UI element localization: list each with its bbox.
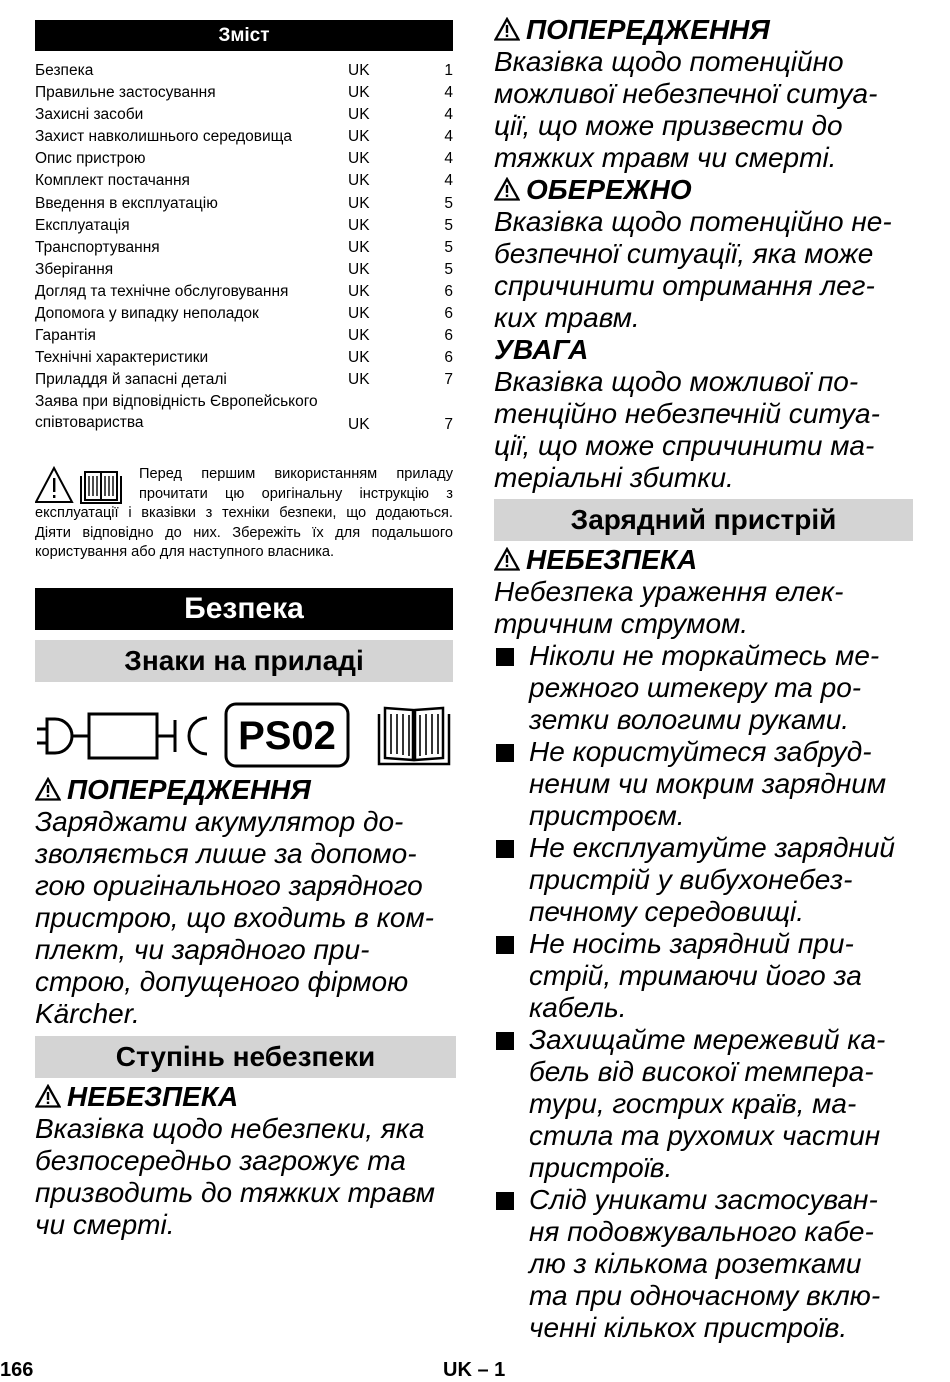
- list-item-text: Не експлуатуйте зарядний пристрій у вибухонебез- печному середовищі.: [529, 832, 895, 927]
- toc-title: Догляд та технічне обслуговування: [35, 282, 289, 300]
- caution-heading: [494, 174, 692, 206]
- toc-language: UK: [348, 327, 370, 345]
- toc-language: UK: [348, 371, 370, 389]
- subsection-title-charger: Зарядний пристрій: [494, 499, 913, 541]
- toc-row: [35, 281, 453, 303]
- toc-page-number: 5: [444, 194, 453, 212]
- toc-page-number: 6: [444, 349, 453, 367]
- warning-triangle-icon: [494, 547, 520, 571]
- list-item-text: Ніколи не торкайтесь ме- режного штекеру та ро- зетки вологими руками.: [529, 640, 880, 735]
- toc-row: [35, 126, 453, 148]
- toc-title: Захист навколишнього середовища: [35, 128, 293, 146]
- attention-heading: УВАГА: [494, 334, 589, 365]
- section-title-safety: Безпека: [35, 588, 453, 630]
- toc-row: [35, 60, 453, 82]
- toc-row: [35, 369, 453, 391]
- toc-row: [35, 148, 453, 170]
- toc-title: Правильне застосування: [35, 84, 216, 102]
- charger-safety-list: [494, 640, 913, 1344]
- toc-language: UK: [348, 305, 370, 323]
- list-item-text: Не носіть зарядний при- стрій, тримаючи його за кабель.: [529, 928, 862, 1023]
- toc-language: UK: [348, 260, 370, 278]
- toc-row: [35, 237, 453, 259]
- toc-title: Транспортування: [35, 238, 160, 256]
- subsection-title-hazard-levels: Ступінь небезпеки: [35, 1036, 456, 1078]
- bullet-square-icon: [496, 744, 514, 762]
- toc-title: Допомога у випадку неполадок: [35, 305, 259, 323]
- toc-language: UK: [348, 128, 370, 146]
- toc-language: UK: [348, 216, 370, 234]
- toc-page-number: 7: [444, 416, 453, 434]
- toc-title: Введення в експлуатацію: [35, 194, 218, 212]
- warning-heading: [494, 14, 770, 46]
- table-of-contents: [35, 60, 453, 435]
- warning-text: Заряджати акумулятор до- зволяється лише за допомо- гою оригінального зарядного пристрою, що входить в ком- плект, чи зарядного при- строю, допущеного фірмою Kärcher.: [35, 806, 434, 1029]
- ps02-label: PS02: [238, 714, 336, 758]
- list-item: [494, 736, 913, 832]
- toc-page-number: 4: [444, 150, 453, 168]
- toc-row: [35, 347, 453, 369]
- toc-title: Комплект постачання: [35, 172, 190, 190]
- manual-book-icon: [375, 704, 453, 766]
- list-item-text: Захищайте мережевий ка- бель від високої темпера- тури, гострих країв, ма- стила та рухомих частин пристроїв.: [529, 1024, 886, 1183]
- list-item: [494, 1024, 913, 1184]
- toc-language: UK: [348, 150, 370, 168]
- list-item: [494, 640, 913, 736]
- warning-heading-text: ПОПЕРЕДЖЕННЯ: [526, 14, 770, 45]
- bullet-square-icon: [496, 840, 514, 858]
- bullet-square-icon: [496, 1192, 514, 1210]
- toc-page-number: 4: [444, 128, 453, 146]
- attention-text: Вказівка щодо можливої по- тенційно небезпечній ситуа- ції, що може спричинити ма- теріальні збитки.: [494, 366, 880, 493]
- ps02-symbol: [224, 702, 350, 768]
- danger-text: Вказівка щодо небезпеки, яка безпосередньо загрожує та призводить до тяжких травм чи смерті.: [35, 1113, 435, 1240]
- toc-page-number: 1: [444, 62, 453, 79]
- danger-heading: [35, 1081, 238, 1113]
- toc-language: UK: [348, 62, 370, 79]
- warning-heading: [35, 774, 311, 806]
- toc-title: Заява при відповідність Європейського співтовариства: [35, 393, 318, 432]
- toc-title: Технічні характеристики: [35, 349, 209, 367]
- toc-title: Захисні засоби: [35, 106, 144, 124]
- toc-row: [35, 303, 453, 325]
- list-item-text: Слід уникати застосуван- ня подовжувального кабе- лю з кількома розетками та при одночасному вклю- ченні кількох пристроїв.: [529, 1184, 881, 1343]
- toc-row: [35, 104, 453, 126]
- toc-language: UK: [348, 349, 370, 367]
- toc-language: UK: [348, 194, 370, 212]
- toc-title: Безпека: [35, 62, 94, 79]
- toc-page-number: 6: [444, 282, 453, 300]
- toc-page-number: 4: [444, 172, 453, 190]
- notice-text: Перед першим використанням приладу прочитати цю оригінальну інструкцію з експлуатації і вказівки з техніки безпеки, що додаються. Діяти відповідно до них. Збережіть їх для подальшого користування або для наступного власника.: [35, 466, 453, 561]
- toc-row: [35, 325, 453, 347]
- toc-language: UK: [348, 282, 370, 300]
- toc-page-number: 6: [444, 327, 453, 345]
- toc-language: UK: [348, 416, 370, 434]
- toc-row: [35, 391, 453, 435]
- warning-triangle-icon: [35, 1084, 61, 1108]
- toc-language: UK: [348, 84, 370, 102]
- toc-language: UK: [348, 238, 370, 256]
- toc-page-number: 4: [444, 84, 453, 102]
- warning-triangle-icon: [35, 777, 61, 801]
- danger-heading-text: НЕБЕЗПЕКА: [526, 544, 698, 575]
- warning-heading-text: ПОПЕРЕДЖЕННЯ: [67, 774, 311, 805]
- danger-text: Небезпека ураження елек- тричним струмом.: [494, 576, 844, 639]
- toc-page-number: 6: [444, 305, 453, 323]
- read-manual-notice: [35, 465, 453, 563]
- toc-title: Опис пристрою: [35, 150, 146, 168]
- list-item: [494, 928, 913, 1024]
- section-page-label: UK – 1: [443, 1359, 506, 1381]
- toc-language: UK: [348, 106, 370, 124]
- toc-page-number: 5: [444, 216, 453, 234]
- danger-heading: [494, 544, 697, 576]
- danger-heading-text: НЕБЕЗПЕКА: [67, 1081, 239, 1112]
- warning-triangle-icon: [494, 17, 520, 41]
- toc-page-number: 7: [444, 371, 453, 389]
- warning-triangle-icon: [494, 177, 520, 201]
- toc-row: [35, 82, 453, 104]
- caution-text: Вказівка щодо потенційно не- безпечної ситуації, яка може спричинити отримання лег- ких травм.: [494, 206, 892, 333]
- device-symbols: [35, 700, 453, 772]
- toc-language: UK: [348, 172, 370, 190]
- list-item-text: Не користуйтеся забруд- неним чи мокрим зарядним пристроєм.: [529, 736, 887, 831]
- toc-row: [35, 170, 453, 192]
- list-item: [494, 832, 913, 928]
- warning-text: Вказівка щодо потенційно можливої небезпечної ситуа- ції, що може призвести до тяжких травм чи смерті.: [494, 46, 878, 173]
- caution-heading-text: ОБЕРЕЖНО: [526, 174, 692, 205]
- bullet-square-icon: [496, 936, 514, 954]
- toc-title: Зберігання: [35, 260, 114, 278]
- toc-page-number: 5: [444, 238, 453, 256]
- bullet-square-icon: [496, 1032, 514, 1050]
- subsection-title-device-signs: Знаки на приладі: [35, 640, 453, 682]
- toc-page-number: 4: [444, 106, 453, 124]
- bullet-square-icon: [496, 648, 514, 666]
- toc-title: Гарантія: [35, 327, 96, 345]
- toc-page-number: 5: [444, 260, 453, 278]
- page-number: 166: [0, 1359, 34, 1381]
- toc-title: Експлуатація: [35, 216, 130, 234]
- warning-and-manual-icon: [35, 466, 135, 504]
- list-item: [494, 1184, 913, 1344]
- charger-plug-icon: [35, 706, 210, 766]
- toc-title: Приладдя й запасні деталі: [35, 371, 227, 389]
- toc-row: [35, 259, 453, 281]
- toc-heading: Зміст: [35, 20, 453, 51]
- toc-row: [35, 193, 453, 215]
- toc-row: [35, 215, 453, 237]
